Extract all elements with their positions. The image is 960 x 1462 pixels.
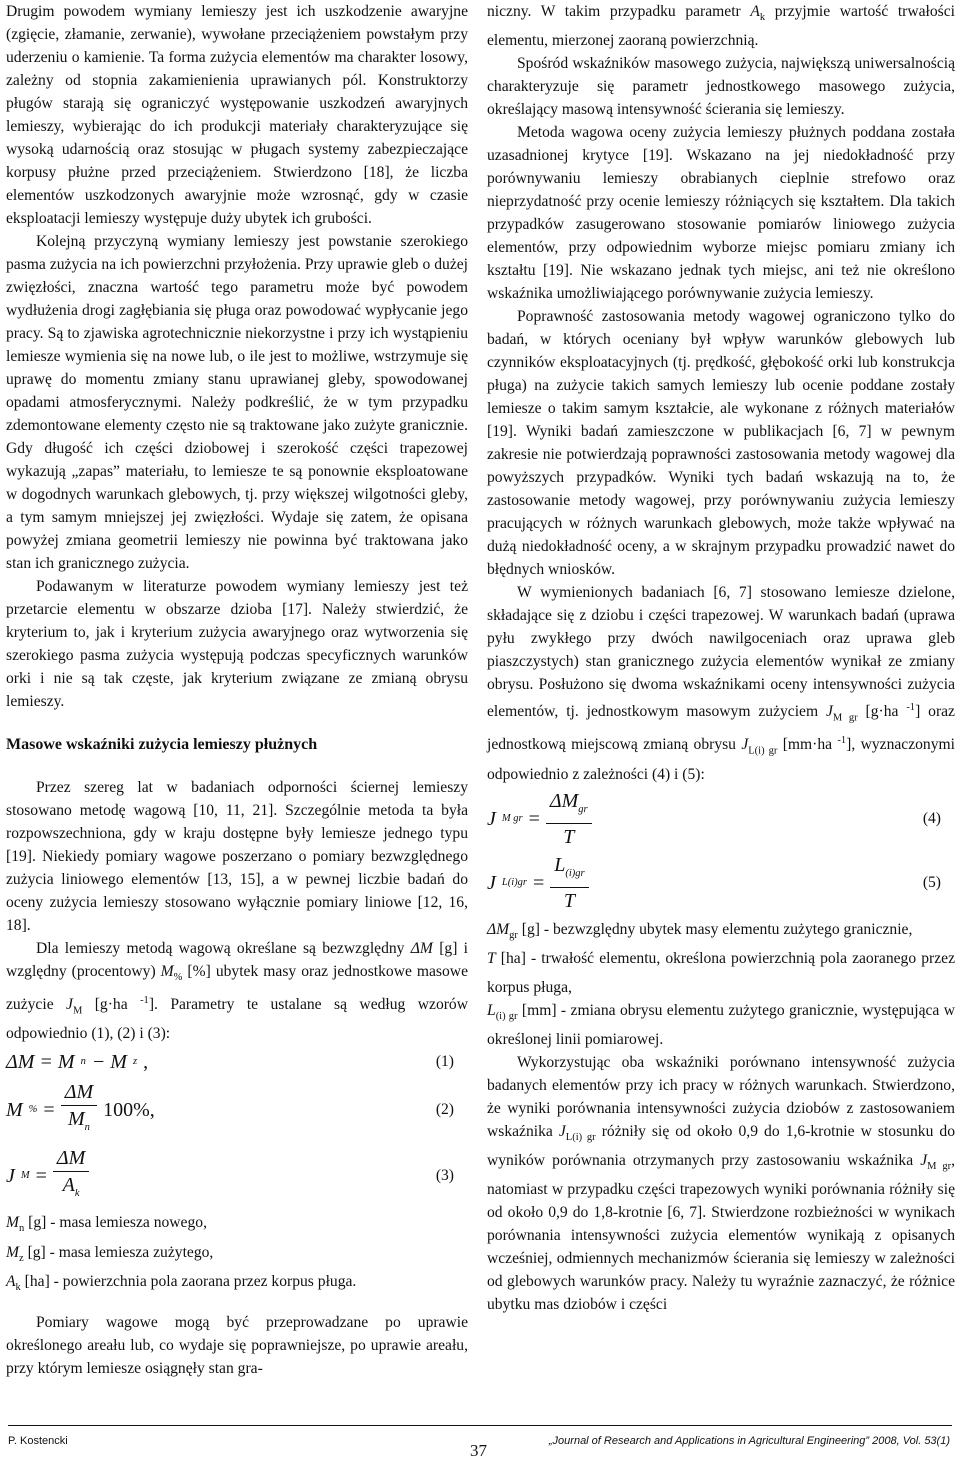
equation-2: M % = $\frac{\Delta M}{M_n}$ 100%, (2) (6, 1079, 468, 1141)
footer-journal: „Journal of Research and Applications in Agricultural Engineering” 2008, Vol. 53(1) (548, 1435, 950, 1447)
definition: $L_{(i) gr}$ [mm] - zmiana obrysu elementu zużytego granicznie, występująca w określonej linii pomiarowej. (487, 1001, 955, 1049)
fraction: $\frac{\Delta M}{A_k}$ (53, 1145, 89, 1207)
symbol-definitions (6, 1211, 468, 1298)
equation-5: J L(i)gr = $\frac{L_{(i)gr}}{T}$ (5) (487, 852, 955, 914)
page-number: 37 (470, 1441, 487, 1460)
fraction: $\frac{\Delta M_{gr}}{T}$ (546, 788, 592, 850)
paragraph: Kolejną przyczyną wymiany lemieszy jest powstanie szerokiego pasma zużycia na ich powierzchni przyłożenia. Przy uprawie gleb o dużej zwięzłości, znaczna wartość tego parametru może być powodem wydłużenia drogi zagłębiania się pługa oraz powodować wypłycanie jego pracy. Są to zjawiska agrotechnicznie niekorzystne i przy ich wystąpieniu lemiesze wymienia się na nowe lub, o ile jest to możliwe, wstrzymuje się uprawę do momentu zmiany stanu uprawianej gleby, spowodowanej opadami atmosferycznymi. Należy podkreślić, że w tym przypadku zdemontowane elementy często nie są traktowane jako zużyte granicznie. Gdy długość ich części dziobowej i szerokość części trapezowej wykazują „zapas” materiału, to lemiesze te są ponownie eksploatowane w dogodnych warunkach glebowych, tj. przy większej wilgotności gleby, a tym samym mniejszej jej zwięzłości. Wydaje się zatem, że opisana powyżej zmiana geometrii lemieszy nie powinna być traktowana jako stan ich granicznego zużycia. (6, 233, 468, 572)
footer-rule (8, 1425, 952, 1426)
definition: $M_z$ [g] - masa lemiesza zużytego, (6, 1243, 214, 1264)
fraction: $\frac{L_{(i)gr}}{T}$ (550, 852, 588, 914)
definition: $A_k$ [ha] - powierzchnia pola zaorana przez korpus pługa. (6, 1272, 357, 1293)
equation-3: J M = $\frac{\Delta M}{A_k}$ (3) (6, 1145, 468, 1207)
footer-author: P. Kostencki (8, 1435, 68, 1447)
fraction: $\frac{\Delta M}{M_n}$ (61, 1079, 97, 1141)
equation-number: (1) (435, 1053, 454, 1071)
equation-number: (4) (922, 809, 941, 827)
paragraph: Poprawność zastosowania metody wagowej ograniczono tylko do badań, w których oceniany był wpływ warunków glebowych lub czynników eksploatacyjnych (tj. prędkość, głębokość orki lub konstrukcja pługa) na zużycie takich samych lemieszy lub ocenie poddane zostały lemiesze o takim samym kształcie, ale wykonane z różnych materiałów [19]. Wyniki badań zamieszczone w publikacjach [6, 7] w pewnym zakresie nie potwierdzają poprawności zastosowania metody wagowej dla powyższych przypadków. Wyniki tych badań wskazują na to, że zastosowanie metody wagowej, przy porównywaniu zużycia lemieszy pracujących w różnych warunkach glebowych, może także wpływać na dużą niedokładność oceny, a w skrajnym przypadku prowadzić nawet do błędnych wniosków. (487, 308, 955, 579)
left-column (6, 0, 468, 1380)
definition: $M_n$ [g] - masa lemiesza nowego, (6, 1214, 207, 1235)
definition: T [ha] - trwałość elementu, określona powierzchnią pola zaoranego przez korpus pługa, (487, 949, 955, 996)
paragraph: Spośród wskaźników masowego zużycia, największą uniwersalnością charakteryzuje się parametr jednostkowego masowego zużycia, określający masową intensywność ścierania się lemieszy. (487, 55, 955, 119)
equation-number: (2) (435, 1101, 454, 1119)
paragraph: Pomiary wagowe mogą być przeprowadzane po uprawie określonego areału lub, co wydaje się poprawniejsze, po uprawie areału, przy którym lemiesze osiągnęły stan gra- (6, 1313, 468, 1377)
paragraph: Dla lemieszy metodą wagową określane są bezwzględny ΔM [g] i względny (procentowy) $M_{\%}$ [%] ubytek masy oraz jednostkowe masowe zużycie $J_M$ [g·ha $^{-1}$]. Parametry te ustalane są według wzorów odpowiednio (1), (2) i (3): (6, 940, 468, 1043)
equation-1: ΔM = M n − M z , (1) (6, 1049, 468, 1075)
page-footer (0, 1425, 960, 1462)
paragraph: Metoda wagowa oceny zużycia lemieszy płużnych poddana została uzasadnionej krytyce [19]. Wskazano na jej niedokładność przy porównywaniu lemieszy obrabianych cieplnie strefowo oraz nieprzydatność przy ocenie lemieszy różniących się kształtem. Dla takich przypadków zasugerowano stosowanie pomiarów liniowego zużycia elementów, przy odpowiednim wyborze miejsc pomiaru zmiany ich kształtu [19]. Nie wskazano jednak tych miejsc, ani też nie określono wskaźnika umożliwiającego porównywanie zużycia lemieszy. (487, 124, 955, 303)
equation-number: (5) (922, 873, 941, 891)
paragraph: W wymienionych badaniach [6, 7] stosowano lemiesze dzielone, składające się z dziobu i części trapezowej. W warunkach badań (uprawa pyłu zwykłego przy dwóch nawilgoceniach oraz uprawa gleb piaszczystych) stan granicznego zużycia elementów wynikał ze zmiany obrysu. Posłużono się dwoma wskaźnikami oceny intensywności zużycia elementów, tj. jednostkowym masowym zużyciem $J_{M gr}$ [g·ha $^{-1}$] oraz jednostkową miejscową zmianą obrysu $J_{L(i) gr}$ [mm·ha $^{-1}$], wyznaczonymi odpowiednio z zależności (4) i (5): (487, 584, 955, 783)
section-heading: Masowe wskaźniki zużycia lemieszy płużnych (6, 736, 318, 753)
right-column (487, 0, 955, 1316)
paragraph: Drugim powodem wymiany lemieszy jest ich uszkodzenie awaryjne (zgięcie, złamanie, zerwanie), wywołane przeciążeniem powstałym przy uderzeniu o kamienie. Ta forma zużycia elementów ma charakter losowy, zależny od stopnia zakamienienia uprawianych pól. Konstruktorzy pługów starają się ograniczyć występowanie uszkodzeń awaryjnych lemieszy, wybierając do ich produkcji materiały charakteryzujące się wysoką udarnością oraz stosując w pługach systemy zabezpieczające korpusy płużne przed przeciążeniem. Stwierdzono [18], że liczba elementów uszkodzonych awaryjnie może wzrosnąć, gdy w czasie eksploatacji lemieszy występuje duży ubytek ich grubości. (6, 3, 468, 227)
equation-4: J M gr = $\frac{\Delta M_{gr}}{T}$ (4) (487, 788, 955, 850)
equation-number: (3) (435, 1167, 454, 1185)
paragraph: Przez szereg lat w badaniach odporności ściernej lemieszy stosowano metodę wagową [10, 11, 21]. Szczególnie metoda ta była rozpowszechniona, gdy w kraju dostępne były lemiesze jednego typu [19]. Niekiedy pomiary wagowe poszerzano o pomiary bezwzględnego zużycia liniowego elementów [13, 15], a w pewnej liczbie badań do oceny zużycia lemieszy stosowano wyłącznie pomiary liniowe [12, 16, 18]. (6, 779, 468, 934)
paragraph: niczny. W takim przypadku parametr $A_k$ przyjmie wartość trwałości elementu, mierzonej zaoraną powierzchnią. (487, 3, 955, 50)
paragraph: Podawanym w literaturze powodem wymiany lemieszy jest też przetarcie elementu w obszarze dzioba [17]. Należy stwierdzić, że kryterium to, jak i kryterium zużycia awaryjnego oraz wytworzenia się szerokiego pasma zużycia występują podczas specyficznych warunków orki i nie są tak częste, jak kryterium związane ze zmianą obrysu lemieszy. (6, 578, 468, 710)
symbol-definitions (487, 918, 955, 1051)
paragraph: Wykorzystując oba wskaźniki porównano intensywność zużycia badanych elementów przy ich pracy w różnych warunkach. Stwierdzono, że wyniki porównania intensywności zużycia dziobów z zastosowaniem wskaźnika $J_{L(i) gr}$ różniły się od około 0,9 do 1,6-krotnie w stosunku do wyników porównania otrzymanych przy zastosowaniu wskaźnika $J_{M gr}$, natomiast w przypadku części trapezowych wyniki porównania różniły się od około 0,9 do 1,8-krotnie [6, 7]. Stwierdzone rozbieżności w wynikach porównania intensywności zużycia elementów wynikają z opisanych wcześniej, odmiennych mechanizmów ścierania się lemieszy w zależności od glebowych warunków pracy. Należy tu wyraźnie zaznaczyć, że różnice ubytku mas dziobów i części (487, 1054, 956, 1314)
definition: $\Delta M_{gr}$ [g] - bezwzględny ubytek masy elementu zużytego granicznie, (487, 920, 913, 941)
